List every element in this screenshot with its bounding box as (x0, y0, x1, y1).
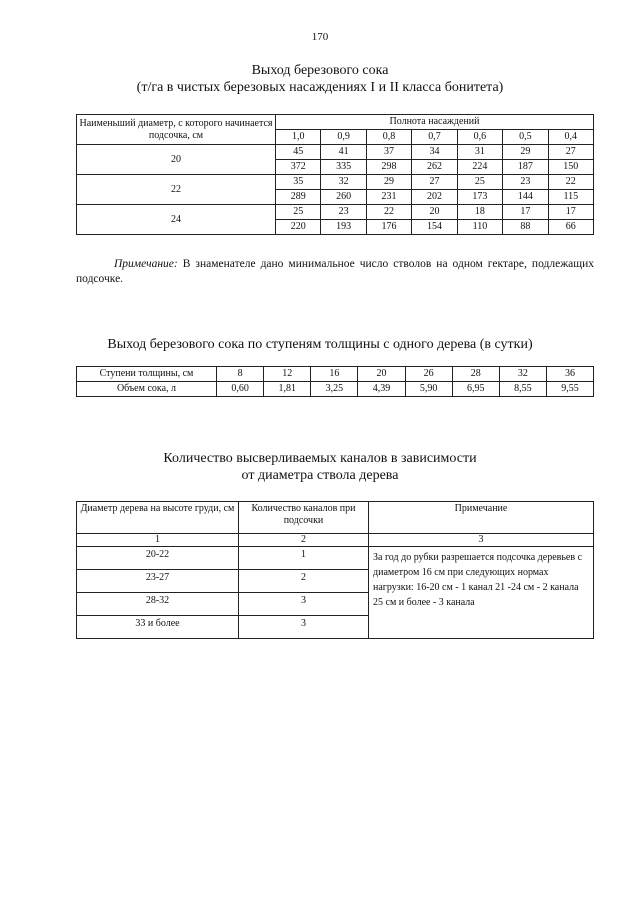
channels-cell: 3 (239, 616, 369, 639)
note-text: В знаменателе дано минимальное число стволов на одном гектаре, подлежащих подсочке. (76, 258, 594, 285)
table-row (77, 547, 594, 570)
value-cell: 260 (321, 190, 366, 205)
density-col: 0,6 (457, 130, 502, 145)
table-row (77, 205, 594, 220)
value-cell: 88 (503, 220, 548, 235)
density-col: 0,4 (548, 130, 593, 145)
column-header: Диаметр дерева на высоте груди, см (77, 502, 239, 534)
group-header-cell: Полнота насаждений (276, 115, 594, 130)
section1-title-line1: Выход березового сока (251, 63, 389, 78)
note-cell: За год до рубки разрешается подсочка деревьев с диаметром 16 см при следующих нормах нагрузки: 16-20 см - 1 канал 21 -24 см - 2 канала 25 см и более - 3 канала (369, 547, 594, 639)
value-cell: 0,60 (217, 382, 264, 397)
row-label-cell: Ступени толщины, см (77, 367, 217, 382)
diameter-cell: 20-22 (77, 547, 239, 570)
value-cell: 37 (366, 145, 411, 160)
value-cell: 32 (499, 367, 546, 382)
density-col: 0,8 (366, 130, 411, 145)
value-cell: 16 (311, 367, 358, 382)
diameter-cell: 33 и более (77, 616, 239, 639)
value-cell: 173 (457, 190, 502, 205)
value-cell: 22 (366, 205, 411, 220)
value-cell: 193 (321, 220, 366, 235)
channels-table (76, 501, 594, 639)
value-cell: 23 (503, 175, 548, 190)
value-cell: 18 (457, 205, 502, 220)
column-number-row (77, 534, 594, 547)
value-cell: 20 (412, 205, 457, 220)
value-cell: 372 (276, 160, 321, 175)
value-cell: 8,55 (499, 382, 546, 397)
sap-per-tree-table (76, 366, 594, 397)
value-cell: 144 (503, 190, 548, 205)
value-cell: 6,95 (452, 382, 499, 397)
section3-title-line1: Количество высверливаемых каналов в зависимости (163, 451, 477, 466)
diameter-cell: 23-27 (77, 570, 239, 593)
value-cell: 29 (503, 145, 548, 160)
value-cell: 5,90 (405, 382, 452, 397)
note-label: Примечание: (114, 258, 178, 270)
value-cell: 17 (503, 205, 548, 220)
page-number: 170 (311, 31, 329, 43)
value-cell: 335 (321, 160, 366, 175)
row-header-cell: Наименьший диаметр, с которого начинается подсочка, см (77, 115, 276, 145)
value-cell: 41 (321, 145, 366, 160)
value-cell: 22 (548, 175, 593, 190)
value-cell: 26 (405, 367, 452, 382)
value-cell: 28 (452, 367, 499, 382)
density-col: 0,5 (503, 130, 548, 145)
section1-title (0, 62, 640, 96)
table-row (77, 382, 594, 397)
section1-note (76, 257, 594, 287)
value-cell: 289 (276, 190, 321, 205)
value-cell: 298 (366, 160, 411, 175)
value-cell: 231 (366, 190, 411, 205)
value-cell: 66 (548, 220, 593, 235)
value-cell: 35 (276, 175, 321, 190)
value-cell: 36 (546, 367, 593, 382)
value-cell: 45 (276, 145, 321, 160)
row-label-cell: Объем сока, л (77, 382, 217, 397)
value-cell: 27 (412, 175, 457, 190)
value-cell: 3,25 (311, 382, 358, 397)
table-row (77, 145, 594, 160)
value-cell: 12 (264, 367, 311, 382)
value-cell: 4,39 (358, 382, 405, 397)
column-header: Количество каналов при подсочки (239, 502, 369, 534)
channels-cell: 3 (239, 593, 369, 616)
value-cell: 202 (412, 190, 457, 205)
value-cell: 1,81 (264, 382, 311, 397)
value-cell: 31 (457, 145, 502, 160)
column-number: 2 (239, 534, 369, 547)
value-cell: 187 (503, 160, 548, 175)
table-row (77, 367, 594, 382)
section1-title-line2: (т/га в чистых березовых насаждениях I и II класса бонитета) (136, 80, 504, 95)
column-number: 1 (77, 534, 239, 547)
value-cell: 17 (548, 205, 593, 220)
section2-title: Выход березового сока по ступеням толщины с одного дерева (в сутки) (107, 337, 533, 352)
diameter-cell: 28-32 (77, 593, 239, 616)
diameter-cell: 22 (77, 175, 276, 205)
value-cell: 25 (276, 205, 321, 220)
column-number: 3 (369, 534, 594, 547)
value-cell: 32 (321, 175, 366, 190)
value-cell: 220 (276, 220, 321, 235)
value-cell: 8 (217, 367, 264, 382)
value-cell: 154 (412, 220, 457, 235)
value-cell: 20 (358, 367, 405, 382)
value-cell: 25 (457, 175, 502, 190)
value-cell: 23 (321, 205, 366, 220)
density-col: 1,0 (276, 130, 321, 145)
section3-title (0, 450, 640, 484)
value-cell: 34 (412, 145, 457, 160)
value-cell: 27 (548, 145, 593, 160)
channels-cell: 2 (239, 570, 369, 593)
value-cell: 29 (366, 175, 411, 190)
sap-yield-table (76, 114, 594, 235)
value-cell: 262 (412, 160, 457, 175)
value-cell: 110 (457, 220, 502, 235)
table-row (77, 175, 594, 190)
column-header: Примечание (369, 502, 594, 534)
value-cell: 9,55 (546, 382, 593, 397)
diameter-cell: 20 (77, 145, 276, 175)
value-cell: 176 (366, 220, 411, 235)
density-col: 0,7 (412, 130, 457, 145)
header-row (77, 502, 594, 534)
value-cell: 115 (548, 190, 593, 205)
section3-title-line2: от диаметра ствола дерева (241, 468, 399, 483)
value-cell: 150 (548, 160, 593, 175)
channels-cell: 1 (239, 547, 369, 570)
density-col: 0,9 (321, 130, 366, 145)
value-cell: 224 (457, 160, 502, 175)
diameter-cell: 24 (77, 205, 276, 235)
